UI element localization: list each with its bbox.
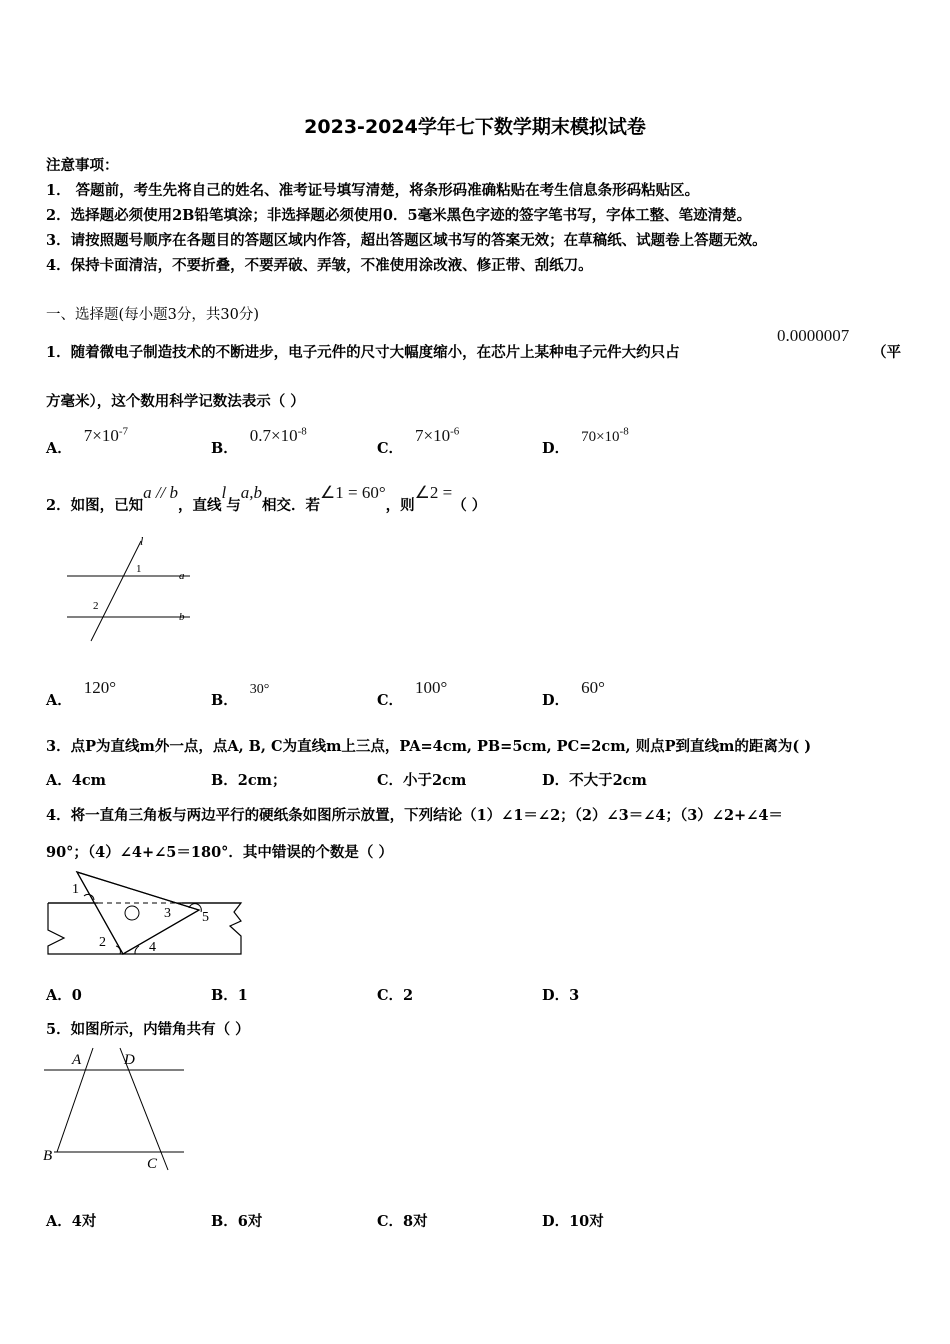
q5-text: 5．如图所示，内错角共有（ ） <box>46 1021 250 1038</box>
q1-text-b: （平 <box>872 344 901 361</box>
notice-item: 2．选择题必须使用2B铅笔填涂；非选择题必须使用0．5毫米黑色字迹的签字笔书写，字体工整、笔迹清楚。 <box>46 207 752 224</box>
notice-heading: 注意事项： <box>46 157 119 174</box>
q4-option-a[interactable]: A．0 <box>46 987 82 1004</box>
angle-2: 2 <box>99 935 106 950</box>
q3-option-b[interactable]: B．2cm； <box>211 772 287 789</box>
q3-option-a[interactable]: A．4cm <box>46 772 107 789</box>
triangle-ruler <box>77 872 199 954</box>
q5-option-d[interactable]: D．10对 <box>542 1213 604 1230</box>
label-l: l <box>140 535 144 548</box>
q2-text: 2．如图，已知a // b，直线l与a,b相交．若∠1 = 60°，则∠2 =（ ） <box>46 483 487 514</box>
q1-option-a[interactable]: A．$7\times 10^{-7}$ <box>46 425 129 457</box>
angle-4: 4 <box>149 940 156 955</box>
angle-3: 3 <box>164 906 171 921</box>
q2-option-d[interactable]: D．60° <box>542 678 605 709</box>
q4-text: 4．将一直角三角板与两边平行的硬纸条如图所示放置，下列结论（1）∠1＝∠2；（2）∠3＝∠4；（3）∠2+∠4＝ <box>46 807 783 824</box>
label-A: A <box>72 1052 82 1068</box>
notice-item: 1． 答题前，考生先将自己的姓名、准考证号填写清楚，将条形码准确粘贴在考生信息条形码粘贴区。 <box>46 182 700 199</box>
label-b: b <box>179 611 185 623</box>
q4-option-b[interactable]: B．1 <box>211 987 248 1004</box>
q5-figure <box>40 1044 190 1174</box>
q2-option-a[interactable]: A．120° <box>46 678 117 709</box>
notice-item: 4．保持卡面清洁，不要折叠，不要弄破、弄皱，不准使用涂改液、修正带、刮纸刀。 <box>46 257 593 274</box>
q3-option-d[interactable]: D．不大于2cm <box>542 772 647 789</box>
q2-option-c[interactable]: C．100° <box>377 678 448 709</box>
q4-text-b: 90°；（4）∠4+∠5＝180°．其中错误的个数是（ ） <box>46 844 393 861</box>
q1-text: 1．随着微电子制造技术的不断进步，电子元件的尺寸大幅度缩小，在芯片上某种电子元件大约只占 <box>46 344 680 361</box>
q1-number: 0.0000007 <box>777 326 850 345</box>
q3-text: 3．点P为直线m外一点，点A, B, C为直线m上三点，PA=4cm, PB=5cm, PC=2cm, 则点P到直线m的距离为( ) <box>46 738 812 755</box>
q3-option-c[interactable]: C．小于2cm <box>377 772 467 789</box>
notice-item: 3．请按照题号顺序在各题目的答题区域内作答，超出答题区域书写的答案无效；在草稿纸、试题卷上答题无效。 <box>46 232 767 249</box>
q4-option-d[interactable]: D．3 <box>542 987 580 1004</box>
q2-option-b[interactable]: B．30° <box>211 682 270 709</box>
q4-option-c[interactable]: C．2 <box>377 987 414 1004</box>
q1-option-b[interactable]: B．$0.7\times 10^{-8}$ <box>211 425 307 457</box>
q5-option-a[interactable]: A．4对 <box>46 1213 97 1230</box>
q5-option-c[interactable]: C．8对 <box>377 1213 428 1230</box>
label-B: B <box>43 1148 53 1164</box>
line-l <box>91 541 141 641</box>
q1-option-d[interactable]: D．$70\times 10^{-8}$ <box>542 425 629 457</box>
label-1: 1 <box>136 563 142 575</box>
page-title: 2023-2024学年七下数学期末模拟试卷 <box>304 116 646 138</box>
q5-option-b[interactable]: B．6对 <box>211 1213 263 1230</box>
q2-figure <box>60 535 200 647</box>
label-2: 2 <box>93 600 99 612</box>
angle-5: 5 <box>202 910 209 925</box>
q1-option-c[interactable]: C．$7\times 10^{-6}$ <box>377 425 460 457</box>
label-a: a <box>179 570 185 582</box>
section-heading: 一、选择题(每小题3分，共30分) <box>46 307 259 323</box>
angle-1: 1 <box>72 882 79 897</box>
label-C: C <box>147 1156 158 1172</box>
label-D: D <box>124 1052 135 1068</box>
q4-figure <box>44 866 249 956</box>
q1-text-c: 方毫米），这个数用科学记数法表示（ ） <box>46 393 305 410</box>
